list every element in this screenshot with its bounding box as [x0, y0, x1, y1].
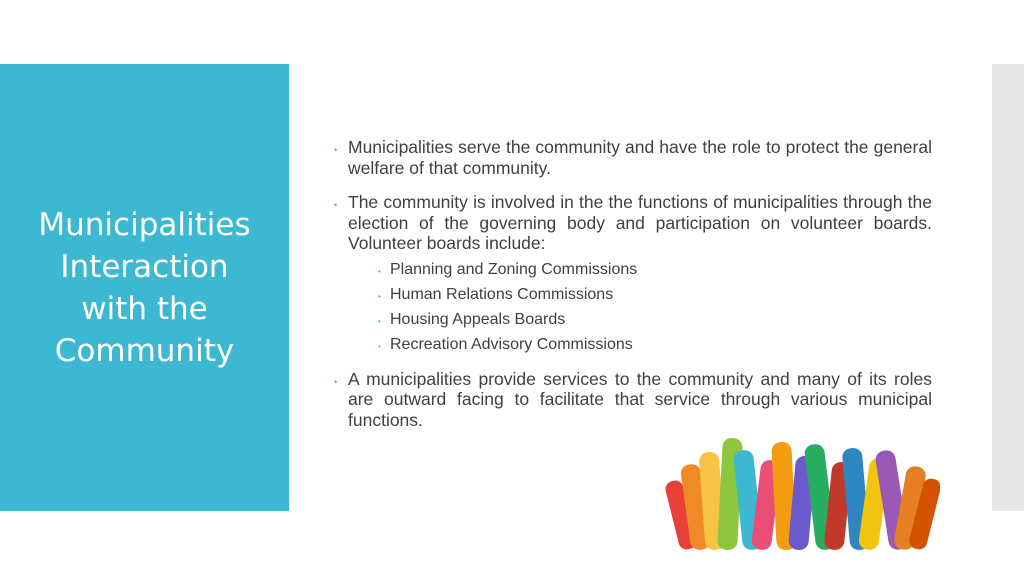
- bullet-item: [330, 192, 932, 355]
- title-line: Interaction: [60, 248, 229, 285]
- bullet-icon: •: [378, 291, 381, 301]
- bullet-icon: •: [378, 341, 381, 351]
- sub-bullet-list: [348, 260, 932, 355]
- sub-bullet-text: Housing Appeals Boards: [390, 310, 566, 328]
- sub-bullet-text: Recreation Advisory Commissions: [390, 335, 633, 353]
- raised-hands-icon: [664, 430, 940, 550]
- sub-bullet-item: [348, 335, 932, 355]
- title-panel: [0, 64, 289, 511]
- content-body: [330, 137, 932, 444]
- title-line: with the: [81, 290, 208, 327]
- bullet-text: Municipalities serve the community and have the role to protect the general welfare of that community.: [348, 137, 932, 178]
- bullet-item: [330, 137, 932, 178]
- sub-bullet-text: Human Relations Commissions: [390, 285, 614, 303]
- slide-title: [38, 204, 250, 372]
- title-line: Community: [54, 332, 235, 369]
- bullet-icon: •: [334, 145, 338, 155]
- right-sidebar-bar: [992, 64, 1024, 511]
- sub-bullet-item: [348, 285, 932, 305]
- bullet-item: [330, 369, 932, 431]
- sub-bullet-item: [348, 260, 932, 280]
- bullet-text: The community is involved in the the functions of municipalities through the election of the governing body and participation on volunteer boards. Volunteer boards include:: [348, 192, 932, 253]
- bullet-icon: •: [334, 200, 338, 210]
- bullet-text: A municipalities provide services to the community and many of its roles are outward facing to facilitate that service through various municipal functions.: [348, 368, 932, 430]
- sub-bullet-text: Planning and Zoning Commissions: [390, 260, 638, 278]
- bullet-icon: •: [334, 376, 338, 387]
- bullet-icon: •: [378, 316, 381, 326]
- bullet-icon: •: [378, 266, 381, 276]
- title-line: Municipalities: [38, 206, 251, 243]
- sub-bullet-item: [348, 310, 932, 330]
